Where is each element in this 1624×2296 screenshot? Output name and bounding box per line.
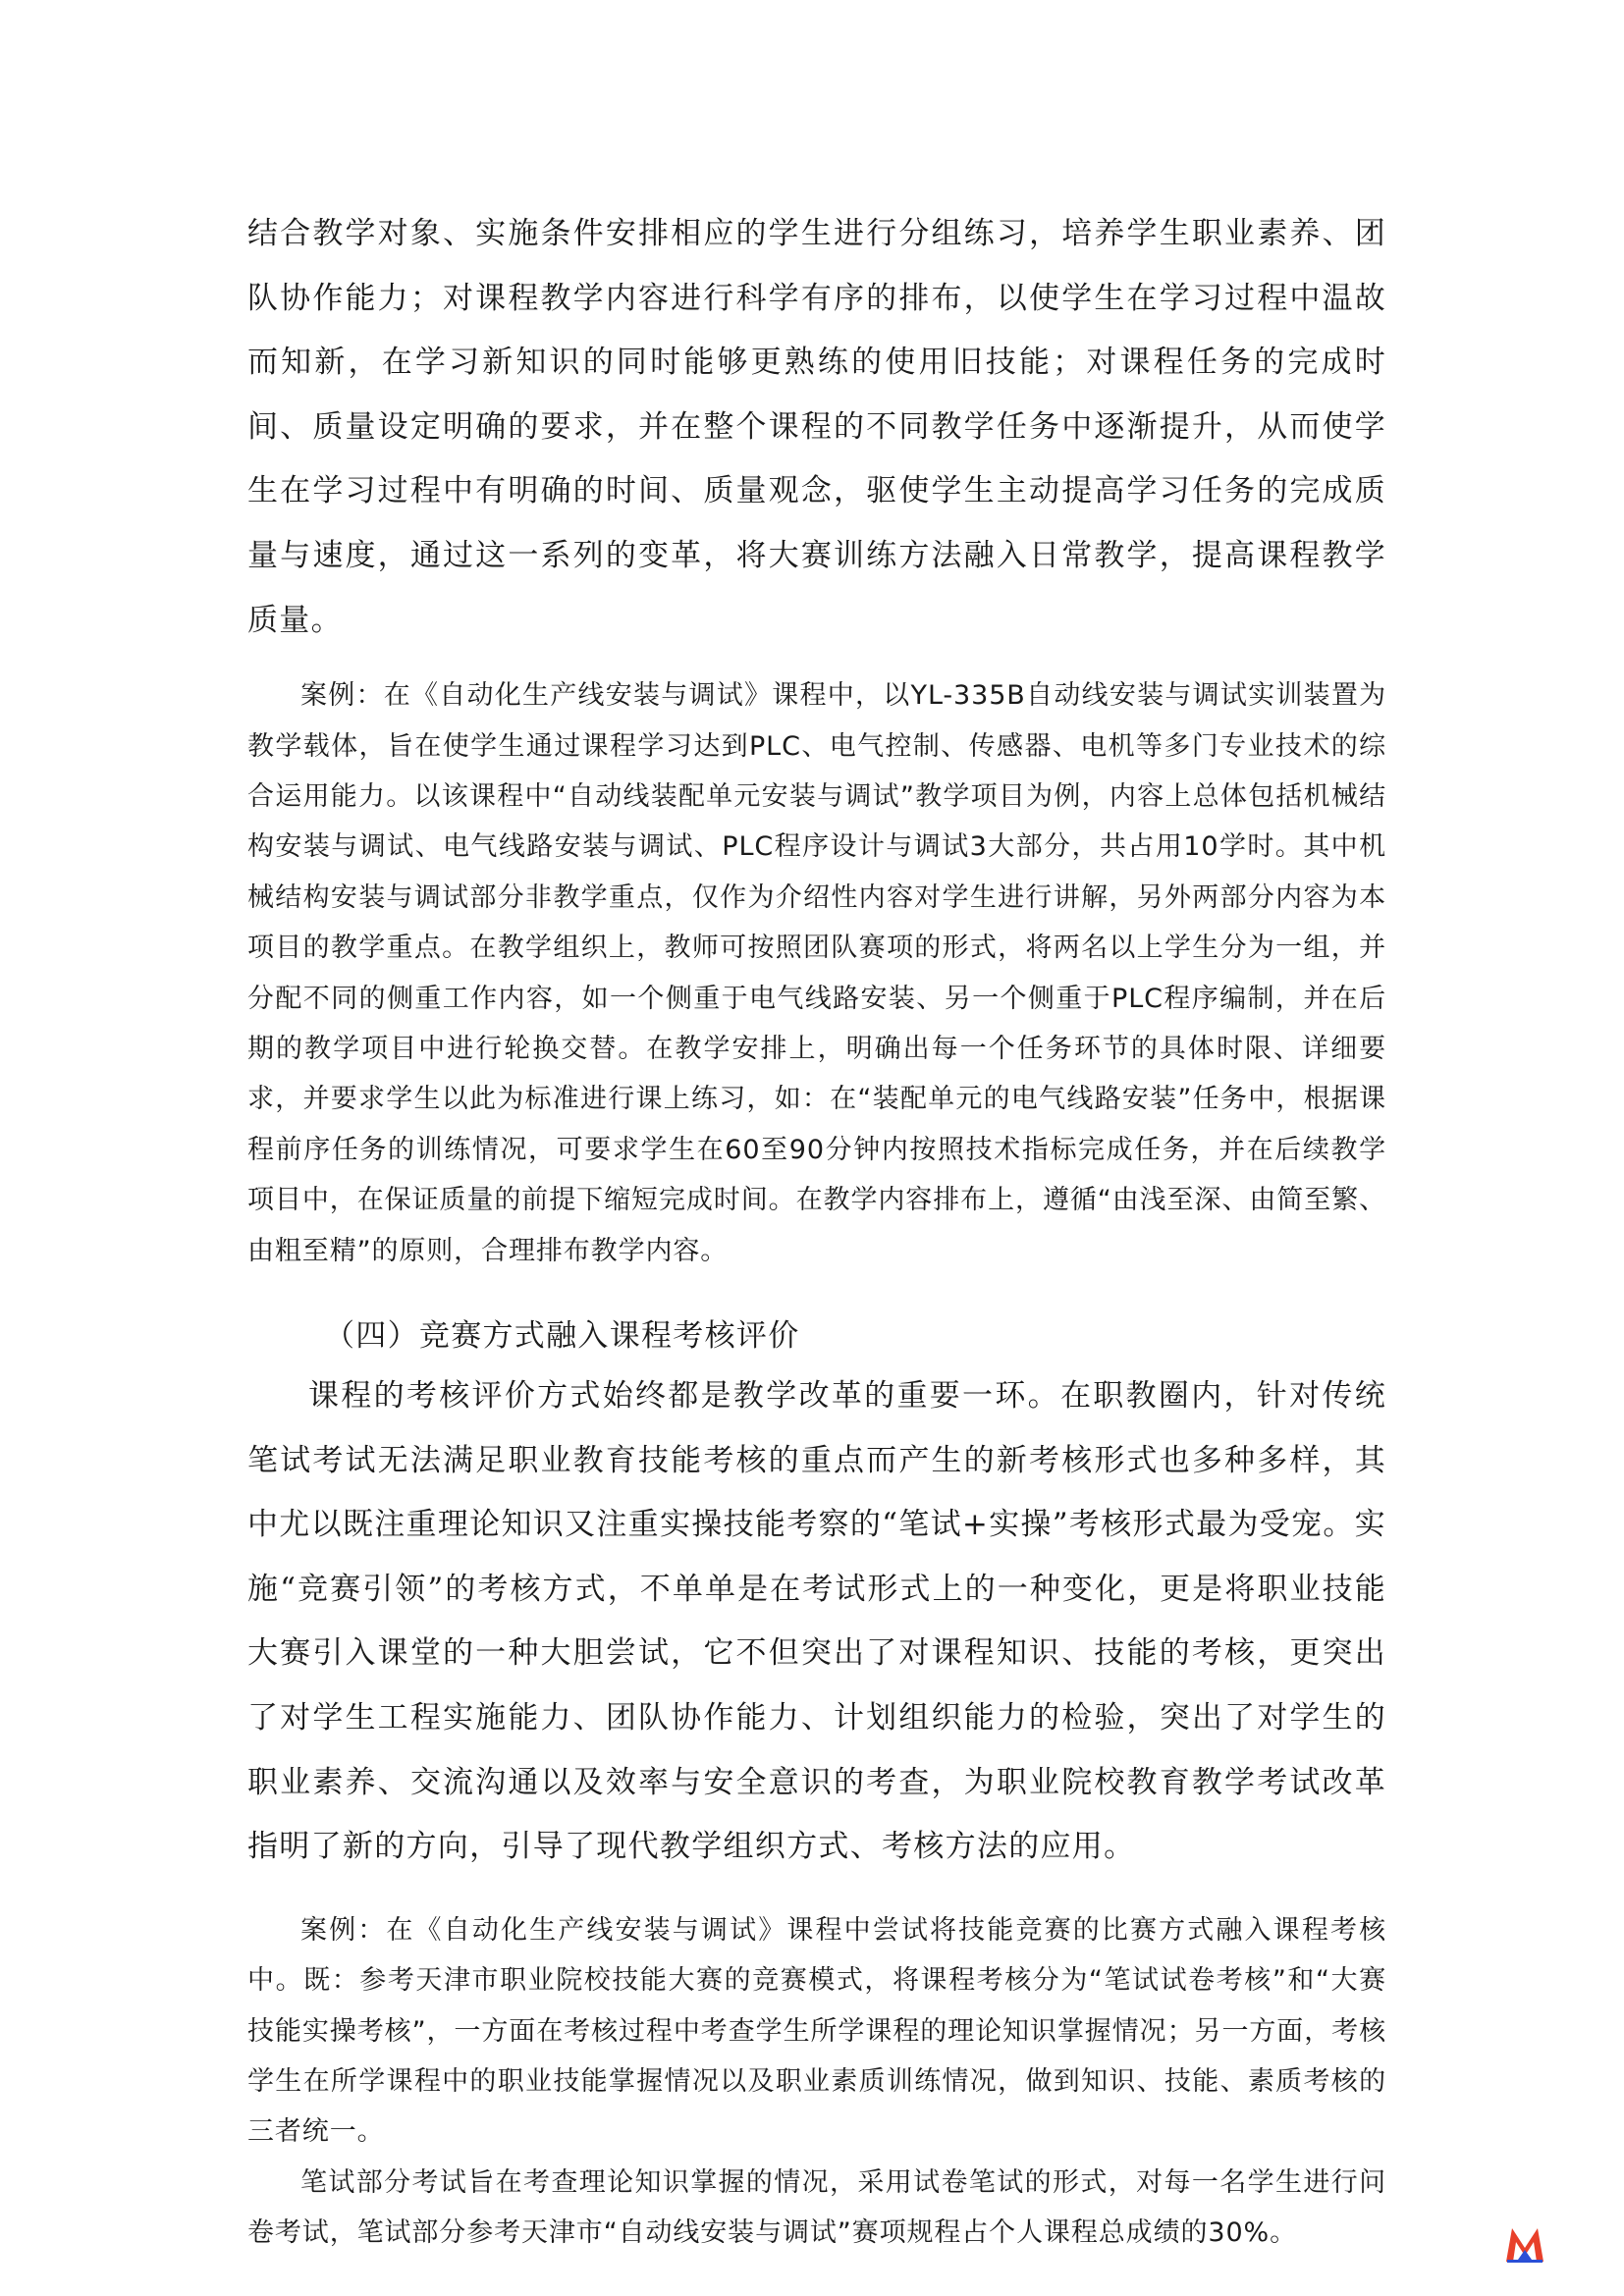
m-logo-icon bbox=[1504, 2224, 1545, 2264]
document-body bbox=[247, 202, 1386, 2259]
case-example-assessment: 案例：在《自动化生产线安装与调试》课程中尝试将技能竞赛的比赛方式融入课程考核中。既：参考天津市职业院校技能大赛的竞赛模式，将课程考核分为“笔试试卷考核”和“大赛技能实操考核”，一方面在考核过程中考查学生所学课程的理论知识掌握情况；另一方面，考核学生在所学课程中的职业技能掌握情况以及职业素质训练情况，做到知识、技能、素质考核的三者统一。 bbox=[247, 1914, 1386, 2148]
paragraph-assessment: 课程的考核评价方式始终都是教学改革的重要一环。在职教圈内，针对传统笔试考试无法满足职业教育技能考核的重点而产生的新考核形式也多种多样，其中尤以既注重理论知识又注重实操技能考察的“笔试+实操”考核形式最为受宠。实施“竞赛引领”的考核方式，不单单是在考试形式上的一种变化，更是将职业技能大赛引入课堂的一种大胆尝试，它不但突出了对课程知识、技能的考核，更突出了对学生工程实施能力、团队协作能力、计划组织能力的检验，突出了对学生的职业素养、交流沟通以及效率与安全意识的考查，为职业院校教育教学考试改革指明了新的方向，引导了现代教学组织方式、考核方法的应用。 bbox=[247, 1378, 1386, 1865]
paragraph-group-training: 结合教学对象、实施条件安排相应的学生进行分组练习，培养学生职业素养、团队协作能力；对课程教学内容进行科学有序的排布，以使学生在学习过程中温故而知新，在学习新知识的同时能够更熟练的使用旧技能；对课程任务的完成时间、质量设定明确的要求，并在整个课程的不同教学任务中逐渐提升，从而使学生在学习过程中有明确的时间、质量观念，驱使学生主动提高学习任务的完成质量与速度，通过这一系列的变革，将大赛训练方法融入日常教学，提高课程教学质量。 bbox=[247, 216, 1386, 638]
paragraph-written-exam: 笔试部分考试旨在考查理论知识掌握的情况，采用试卷笔试的形式，对每一名学生进行问卷考试，笔试部分参考天津市“自动线安装与调试”赛项规程占个人课程总成绩的30%。 bbox=[247, 2166, 1386, 2249]
section-heading: （四）竞赛方式融入课程考核评价 bbox=[324, 1318, 800, 1355]
case-example-teaching: 案例：在《自动化生产线安装与调试》课程中，以YL-335B自动线安装与调试实训装置为教学载体，旨在使学生通过课程学习达到PLC、电气控制、传感器、电机等多门专业技术的综合运用能力。以该课程中“自动线装配单元安装与调试”教学项目为例，内容上总体包括机械结构安装与调试、电气线路安装与调试、PLC程序设计与调试3大部分，共占用10学时。其中机械结构安装与调试部分非教学重点，仅作为介绍性内容对学生进行讲解，另外两部分内容为本项目的教学重点。在教学组织上，教师可按照团队赛项的形式，将两名以上学生分为一组，并分配不同的侧重工作内容，如一个侧重于电气线路安装、另一个侧重于PLC程序编制，并在后期的教学项目中进行轮换交替。在教学安排上，明确出每一个任务环节的具体时限、详细要求，并要求学生以此为标准进行课上练习，如：在“装配单元的电气线路安装”任务中，根据课程前序任务的训练情况，可要求学生在60至90分钟内按照技术指标完成任务，并在后续教学项目中，在保证质量的前提下缩短完成时间。在教学内容排布上，遵循“由浅至深、由简至繁、由粗至精”的原则，合理排布教学内容。 bbox=[247, 680, 1386, 1266]
